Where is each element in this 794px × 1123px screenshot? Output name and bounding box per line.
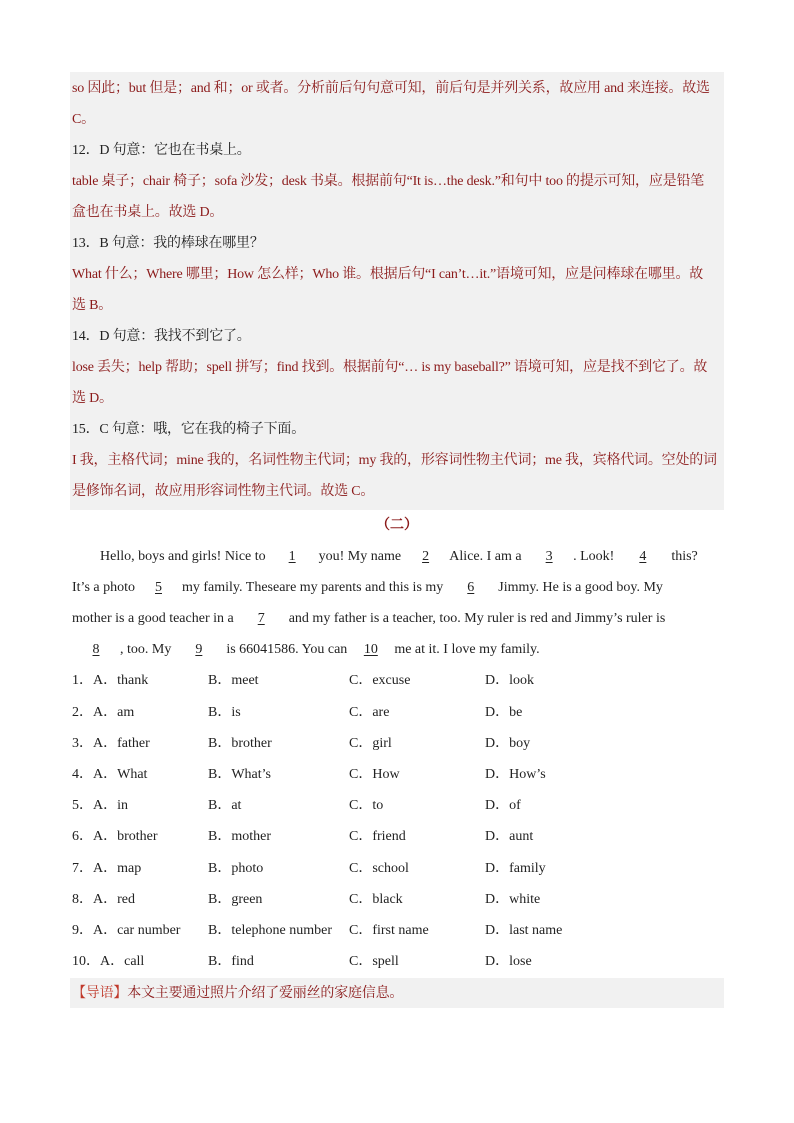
intro-text: 本文主要通过照片介绍了爱丽丝的家庭信息。 [127, 986, 404, 1001]
option-d: D．lose [485, 954, 532, 969]
option-d: D．be [485, 705, 523, 720]
option-b: B．at [208, 798, 242, 813]
blank-6: 6 [467, 580, 475, 595]
option-d: D．How’s [485, 767, 546, 782]
passage-line-4 [72, 634, 724, 665]
option-b: B．photo [208, 861, 264, 876]
option-a: 5．A．in [72, 798, 128, 813]
blank-10: 10 [363, 642, 378, 657]
q11-explanation-line2: C。 [72, 112, 95, 127]
option-a: 10．A．call [72, 954, 145, 969]
q13-title: 13．B 句意：我的棒球在哪里？ [72, 236, 264, 251]
option-d: D．boy [485, 736, 531, 751]
blank-2: 2 [422, 549, 430, 564]
blank-9: 9 [195, 642, 203, 657]
option-d: D．white [485, 892, 541, 907]
q15-explanation-line2: 是修饰名词，故应用形容词性物主代词。故选 C。 [72, 484, 375, 499]
option-a: 6．A．brother [72, 829, 158, 844]
blank-3: 3 [545, 549, 553, 564]
intro-line [72, 984, 403, 1004]
blank-8: 8 [92, 642, 100, 657]
option-c: C．black [349, 892, 403, 907]
option-b: B．What’s [208, 767, 271, 782]
intro-tag: 【导语】 [72, 986, 128, 1001]
option-b: B．mother [208, 829, 271, 844]
option-d: D．of [485, 798, 521, 813]
q14-explanation-line1: lose 丢失；help 帮助；spell 拼写；find 找到。根据前句“… is my baseball?” 语境可知，应是找不到它了。故 [72, 360, 708, 375]
blank-4: 4 [639, 549, 647, 564]
option-c: C．girl [349, 736, 392, 751]
option-b: B．green [208, 892, 263, 907]
passage-text: Hello, boys and girls! Nice to [100, 549, 270, 564]
passage-text: you! My name [315, 549, 405, 564]
passage-text: It’s a photo [72, 580, 139, 595]
option-b: B．brother [208, 736, 272, 751]
option-d: D．look [485, 673, 534, 688]
option-c: C．first name [349, 923, 429, 938]
option-c: C．spell [349, 954, 399, 969]
option-d: D．last name [485, 923, 563, 938]
option-c: C．school [349, 861, 409, 876]
option-c: C．to [349, 798, 384, 813]
option-d: D．aunt [485, 829, 534, 844]
passage-text: this? [667, 549, 698, 564]
passage-text: mother is a good teacher in a [72, 611, 238, 626]
passage-text: Jimmy. He is a good boy. My [494, 580, 663, 595]
passage-text: and my father is a teacher, too. My ruler is red and Jimmy’s ruler is [285, 611, 666, 626]
passage-line-1 [72, 541, 724, 572]
blank-1: 1 [288, 549, 296, 564]
option-a: 4．A．What [72, 767, 148, 782]
option-c: C．are [349, 705, 390, 720]
passage-text: , too. My [120, 642, 175, 657]
q13-explanation-line1: What 什么；Where 哪里；How 怎么样；Who 谁。根据后句“I can’t…it.”语境可知，应是问棒球在哪里。故 [72, 267, 704, 282]
passage-text: . Look! [573, 549, 618, 564]
passage-text: my family. Theseare my parents and this is my [178, 580, 447, 595]
q12-title: 12．D 句意：它也在书桌上。 [72, 143, 251, 158]
q13-explanation-line2: 选 B。 [72, 298, 113, 313]
q11-explanation-line1: so 因此；but 但是；and 和；or 或者。分析前后句句意可知，前后句是并列关系，故应用 and 来连接。故选 [72, 81, 710, 96]
q12-explanation-line2: 盒也在书桌上。故选 D。 [72, 205, 224, 220]
option-a: 8．A．red [72, 892, 135, 907]
option-c: C．friend [349, 829, 406, 844]
blank-7: 7 [257, 611, 265, 626]
option-d: D．family [485, 861, 546, 876]
option-b: B．is [208, 705, 241, 720]
section-heading: （二） [376, 518, 418, 533]
option-c: C．excuse [349, 673, 411, 688]
q14-explanation-line2: 选 D。 [72, 391, 113, 406]
passage-text: me at it. I love my family. [390, 642, 540, 657]
passage-text: Alice. I am a [446, 549, 526, 564]
q15-title: 15．C 句意：哦，它在我的椅子下面。 [72, 422, 306, 437]
blank-5: 5 [155, 580, 162, 595]
option-a: 7．A．map [72, 861, 142, 876]
option-a: 9．A．car number [72, 923, 181, 938]
option-a: 1．A．thank [72, 673, 149, 688]
passage-line-3 [72, 603, 724, 634]
explanation-background [70, 72, 724, 510]
option-a: 2．A．am [72, 705, 135, 720]
q14-title: 14．D 句意：我找不到它了。 [72, 329, 251, 344]
option-a: 3．A．father [72, 736, 150, 751]
option-c: C．How [349, 767, 400, 782]
q15-explanation-line1: I 我，主格代词；mine 我的，名词性物主代词；my 我的，形容词性物主代词；me 我，宾格代词。空处的词 [72, 453, 717, 468]
q12-explanation-line1: table 桌子；chair 椅子；sofa 沙发；desk 书桌。根据前句“It is…the desk.”和句中 too 的提示可知，应是铅笔 [72, 174, 705, 189]
option-b: B．find [208, 954, 254, 969]
option-b: B．meet [208, 673, 259, 688]
passage-text: is 66041586. You can [222, 642, 351, 657]
option-b: B．telephone number [208, 923, 333, 938]
passage-line-2 [72, 572, 724, 603]
